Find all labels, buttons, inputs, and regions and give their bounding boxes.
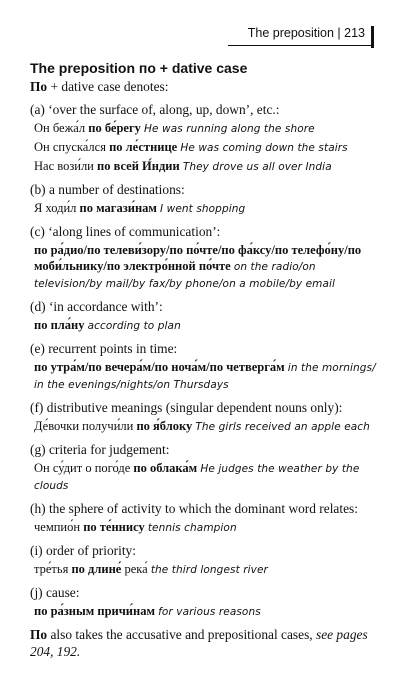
example-line [34,317,376,334]
example-line [34,158,376,175]
example-russian: тре́тья [34,562,72,576]
header-rule [228,45,374,46]
intro-line: По + dative case denotes: [30,79,169,94]
example-translation: according to plan [87,320,181,332]
example-translation: He judges the weather by the clouds [34,463,360,492]
page-number: 213 [344,26,365,40]
example-translation: for various reasons [158,606,261,618]
section-label: (i) order of priority: [30,543,136,558]
section-label: (h) the sphere of activity to which the dominant word relates: [30,501,358,516]
example-translation: on the radio/on television/by mail/by fax/by phone/on a mobile/by email [34,261,336,290]
example-line [34,120,376,137]
example-russian: Он су́дит о пого́де [34,461,134,475]
example-line [34,603,376,620]
section-label: (e) recurrent points in time: [30,341,178,356]
page-content [30,60,376,673]
running-header-text: The preposition | 213 [247,26,365,40]
example-line [34,460,376,494]
section-label: (f) distributive meanings (singular dependent nouns only): [30,400,343,415]
header-title: The preposition [247,26,334,40]
example-line [34,242,376,292]
example-russian-bold: по утра́м/по вечера́м/по ноча́м/по четверга́м [34,360,285,374]
section-label: (b) a number of destinations: [30,182,185,197]
example-line [34,418,376,435]
example-translation: They drove us all over India [182,161,332,173]
footer-note: По also takes the accusative and prepositional cases, see pages 204, 192. [30,627,368,659]
example-translation: He was coming down the stairs [180,142,348,154]
example-translation: tennis champion [147,522,237,534]
example-russian-bold: по облака́м [133,461,198,475]
example-russian: Нас вози́ли [34,159,97,173]
example-translation: I went shopping [160,203,246,215]
usage-sections [30,101,376,620]
example-line [34,139,376,156]
example-translation: in the mornings/ in the evenings/nights/on Thursdays [34,362,376,391]
example-translation: He was running along the shore [144,123,315,135]
example-translation: the third longest river [150,564,268,576]
section-label: (d) ‘in accordance with’: [30,299,163,314]
example-line [34,561,376,578]
example-line [34,519,376,536]
example-russian-bold: по ра́зным причи́нам [34,604,155,618]
example-russian-bold: по те́ннису [83,520,145,534]
running-header [228,26,374,46]
example-russian: Он спуска́лся [34,140,110,154]
example-russian-bold: по я́блоку [136,419,193,433]
example-line [34,359,376,393]
example-russian: Де́вочки получи́ли [34,419,137,433]
section-label: (c) ‘along lines of communication’: [30,224,221,239]
example-russian-bold: по ле́стнице [109,140,178,154]
example-translation: The girls received an apple each [195,421,370,433]
example-russian-bold: по бе́регу [88,121,141,135]
example-russian: река́ [121,562,148,576]
example-russian: Я ходи́л [34,201,80,215]
example-line [34,200,376,217]
example-russian-bold: по пла́ну [34,318,85,332]
example-russian-bold: по всей И́ндии [97,159,180,173]
example-russian-bold: по длине́ [71,562,122,576]
section-label: (g) criteria for judgement: [30,442,170,457]
section-label: (a) ‘over the surface of, along, up, down’, etc.: [30,102,280,117]
example-russian-bold: по ра́дио/по телеви́зору/по по́чте/по фа́ксу/по телефо́ну/по моби́льнику/по электро́нной по́чте [34,243,362,273]
example-russian-bold: по магази́нам [79,201,157,215]
example-russian: чемпио́н [34,520,84,534]
section-label: (j) cause: [30,585,80,600]
section-heading: The preposition по + dative case [30,60,248,76]
example-russian: Он бежа́л [34,121,89,135]
